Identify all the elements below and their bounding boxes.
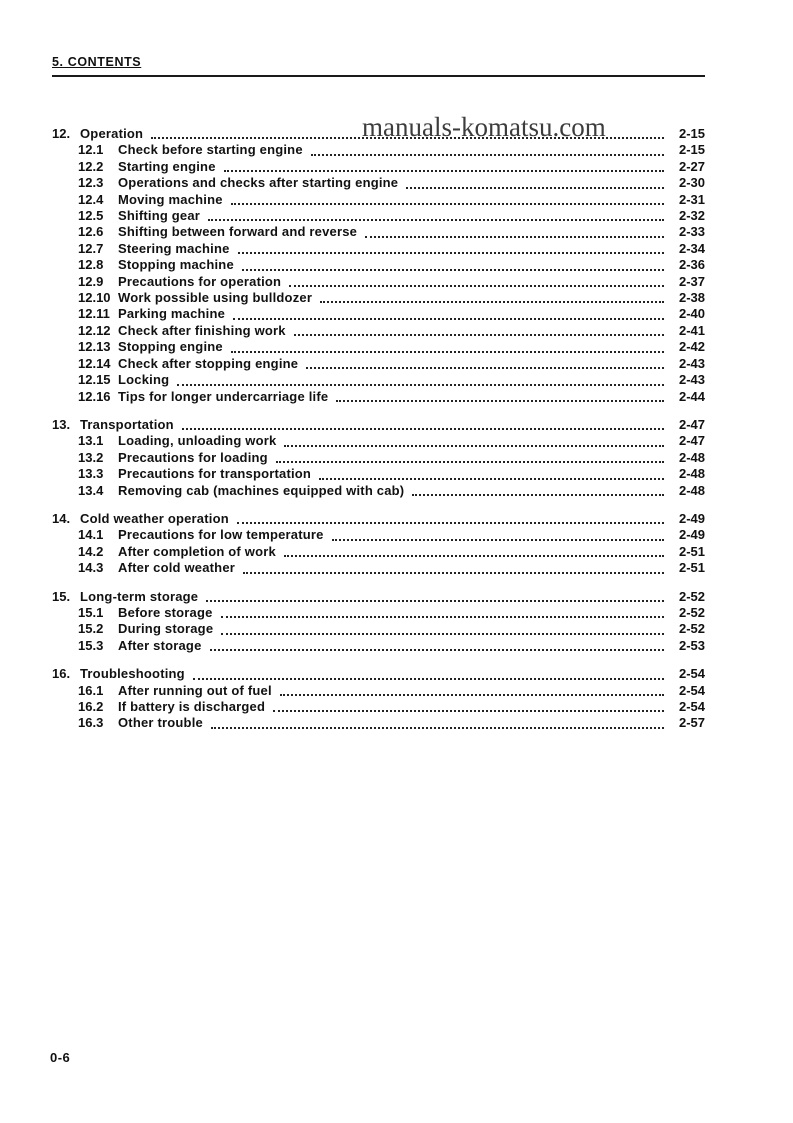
toc-page-number: 2-49 [678,527,705,543]
toc-section-row [52,589,705,605]
toc-page-number: 2-57 [678,715,705,731]
toc-number: 12.13 [78,339,111,355]
toc-page-number: 2-41 [678,322,705,338]
toc-number: 12.10 [78,290,111,306]
toc-title: Operations and checks after starting engine [118,175,399,191]
toc-page-number: 2-34 [678,240,705,256]
toc-leader [233,318,664,320]
toc-leader [208,219,664,221]
toc-number: 12.16 [78,388,111,404]
toc-leader [182,428,664,430]
toc-item-row [52,483,705,499]
toc-number: 13.4 [78,482,104,498]
toc-item-row [52,638,705,654]
toc-title: During storage [118,621,214,637]
toc-title: After completion of work [118,543,276,559]
toc-number: 15.3 [78,637,104,653]
toc-item-row [52,274,705,290]
toc-number: 12.15 [78,372,111,388]
toc-leader [311,154,664,156]
toc-section-block [52,666,705,732]
toc-number: 12.9 [78,273,104,289]
toc-leader [231,351,664,353]
toc-item-row [52,433,705,449]
toc-section-block [52,126,705,405]
toc-leader [294,334,664,336]
toc-title: Parking machine [118,306,226,322]
toc-number: 14.2 [78,543,104,559]
toc-title: Transportation [80,416,174,432]
toc-number: 13.3 [78,466,104,482]
toc-number: 13. [52,416,71,432]
toc-number: 12.12 [78,322,111,338]
toc-leader [177,384,664,386]
toc-title: Precautions for loading [118,449,268,465]
toc-number: 12.3 [78,175,104,191]
toc-number: 12. [52,126,71,141]
toc-number: 12.1 [78,142,104,158]
toc-item-row [52,175,705,191]
toc-item-row [52,356,705,372]
page-header-text: 5. CONTENTS [52,55,142,69]
toc-item-row [52,715,705,731]
toc-item-row [52,142,705,158]
toc-leader [319,478,664,480]
toc-page-number: 2-54 [678,682,705,698]
toc-page-number: 2-48 [678,466,705,482]
toc-item-row [52,372,705,388]
toc-title: Precautions for operation [118,273,282,289]
toc-page-number: 2-53 [678,637,705,653]
toc-title: Precautions for transportation [118,466,312,482]
toc-number: 14.1 [78,527,104,543]
toc-title: Check before starting engine [118,142,303,158]
toc-leader [336,400,664,402]
toc-title: Operation [80,126,144,141]
toc-number: 15. [52,588,71,604]
toc-number: 12.7 [78,240,104,256]
toc-section-block [52,417,705,499]
toc-section-block [52,511,705,577]
toc-item-row [52,224,705,240]
toc-page-number: 2-52 [678,604,705,620]
toc-number: 12.4 [78,191,104,207]
toc-page-number: 2-43 [678,355,705,371]
toc-number: 13.1 [78,433,104,449]
toc-leader [221,633,664,635]
toc-leader [280,694,664,696]
toc-title: Cold weather operation [80,510,229,526]
toc-leader [243,572,664,574]
toc-item-row [52,560,705,576]
toc-title: Stopping machine [118,257,234,273]
toc-number: 12.2 [78,158,104,174]
toc-leader [365,236,664,238]
toc-title: After storage [118,637,202,653]
toc-item-row [52,208,705,224]
toc-leader [289,285,664,287]
toc-number: 12.5 [78,208,104,224]
toc-item-row [52,466,705,482]
toc-leader [276,461,664,463]
toc-page-number: 2-51 [678,560,705,576]
toc-item-row [52,159,705,175]
toc-title: If battery is discharged [118,699,266,714]
toc-title: Troubleshooting [80,666,185,682]
toc-leader [206,600,664,602]
toc-leader [193,678,664,680]
toc-leader [237,522,664,524]
toc-title: Tips for longer undercarriage life [118,388,329,404]
toc-page-number: 2-40 [678,306,705,322]
toc-leader [284,555,664,557]
toc-leader [284,445,664,447]
toc-page-number: 2-48 [678,482,705,498]
toc-leader [332,539,664,541]
toc-item-row [52,699,705,715]
toc-leader [320,301,664,303]
toc-leader [412,494,664,496]
toc-leader [210,649,664,651]
toc-page-number: 2-38 [678,290,705,306]
toc-leader [242,269,664,271]
toc-item-row [52,544,705,560]
toc-title: Steering machine [118,240,230,256]
toc-page-number: 2-51 [678,543,705,559]
toc-number: 12.11 [78,306,110,322]
toc-page-number: 2-47 [678,416,705,432]
watermark: manuals-komatsu.com [362,112,606,142]
toc-page-number: 2-32 [678,208,705,224]
toc-number: 15.2 [78,621,104,637]
page-footer: 0-6 [50,1050,71,1065]
toc-title: After running out of fuel [118,682,272,698]
toc-page-number: 2-49 [678,510,705,526]
toc-page-number: 2-44 [678,388,705,404]
toc-page-number: 2-54 [678,699,705,714]
toc-item-row [52,605,705,621]
toc-title: Starting engine [118,158,216,174]
toc-title: Loading, unloading work [118,433,277,449]
toc-title: Shifting between forward and reverse [118,224,358,240]
toc-item-row [52,621,705,637]
toc-number: 16.2 [78,699,104,714]
toc-page-number: 2-54 [678,666,705,682]
toc-leader [238,252,664,254]
page-header [52,53,705,77]
toc-page-number: 2-52 [678,588,705,604]
toc-page-number: 2-52 [678,621,705,637]
toc-title: Check after stopping engine [118,355,299,371]
toc-title: Stopping engine [118,339,223,355]
toc-leader [221,616,664,618]
toc-page-number: 2-15 [678,126,705,141]
toc-section-row [52,666,705,682]
toc-page-number: 2-43 [678,372,705,388]
toc-title: Moving machine [118,191,223,207]
toc-item-row [52,323,705,339]
toc-title: Locking [118,372,170,388]
toc-item-row [52,241,705,257]
toc-title: Before storage [118,604,213,620]
toc-title: Shifting gear [118,208,201,224]
toc-number: 16.3 [78,715,104,731]
toc-page-number: 2-47 [678,433,705,449]
toc-section-row [52,417,705,433]
toc-leader [306,367,664,369]
toc-page-number: 2-15 [678,142,705,158]
toc-title: Removing cab (machines equipped with cab) [118,482,405,498]
toc-leader [224,170,664,172]
toc-title: Precautions for low temperature [118,527,324,543]
toc-section-block [52,589,705,655]
toc-item-row [52,339,705,355]
toc-item-row [52,527,705,543]
toc-page-number: 2-42 [678,339,705,355]
toc-item-row [52,290,705,306]
toc-item-row [52,306,705,322]
toc-title: Long-term storage [80,588,199,604]
toc-number: 16. [52,666,71,682]
toc-page-number: 2-33 [678,224,705,240]
toc-title: Check after finishing work [118,322,286,338]
toc-number: 14.3 [78,560,104,576]
toc-item-row [52,389,705,405]
toc-page-number: 2-30 [678,175,705,191]
toc-item-row [52,192,705,208]
toc-number: 16.1 [78,682,104,698]
toc-item-row [52,450,705,466]
toc-number: 13.2 [78,449,104,465]
toc-number: 12.14 [78,355,111,371]
toc-leader [273,710,664,712]
toc-number: 12.8 [78,257,104,273]
toc-page-number: 2-27 [678,158,705,174]
toc-page-number: 2-31 [678,191,705,207]
toc-title: After cold weather [118,560,236,576]
toc-number: 14. [52,510,71,526]
toc-number: 15.1 [78,604,104,620]
toc-section-row [52,511,705,527]
toc-page-number: 2-37 [678,273,705,289]
toc-leader [211,727,664,729]
toc-title: Other trouble [118,715,203,731]
toc-leader [406,187,664,189]
toc [52,126,705,732]
toc-item-row [52,683,705,699]
toc-leader [231,203,664,205]
toc-item-row [52,257,705,273]
toc-page-number: 2-48 [678,449,705,465]
toc-page-number: 2-36 [678,257,705,273]
toc-number: 12.6 [78,224,104,240]
toc-title: Work possible using bulldozer [118,290,313,306]
